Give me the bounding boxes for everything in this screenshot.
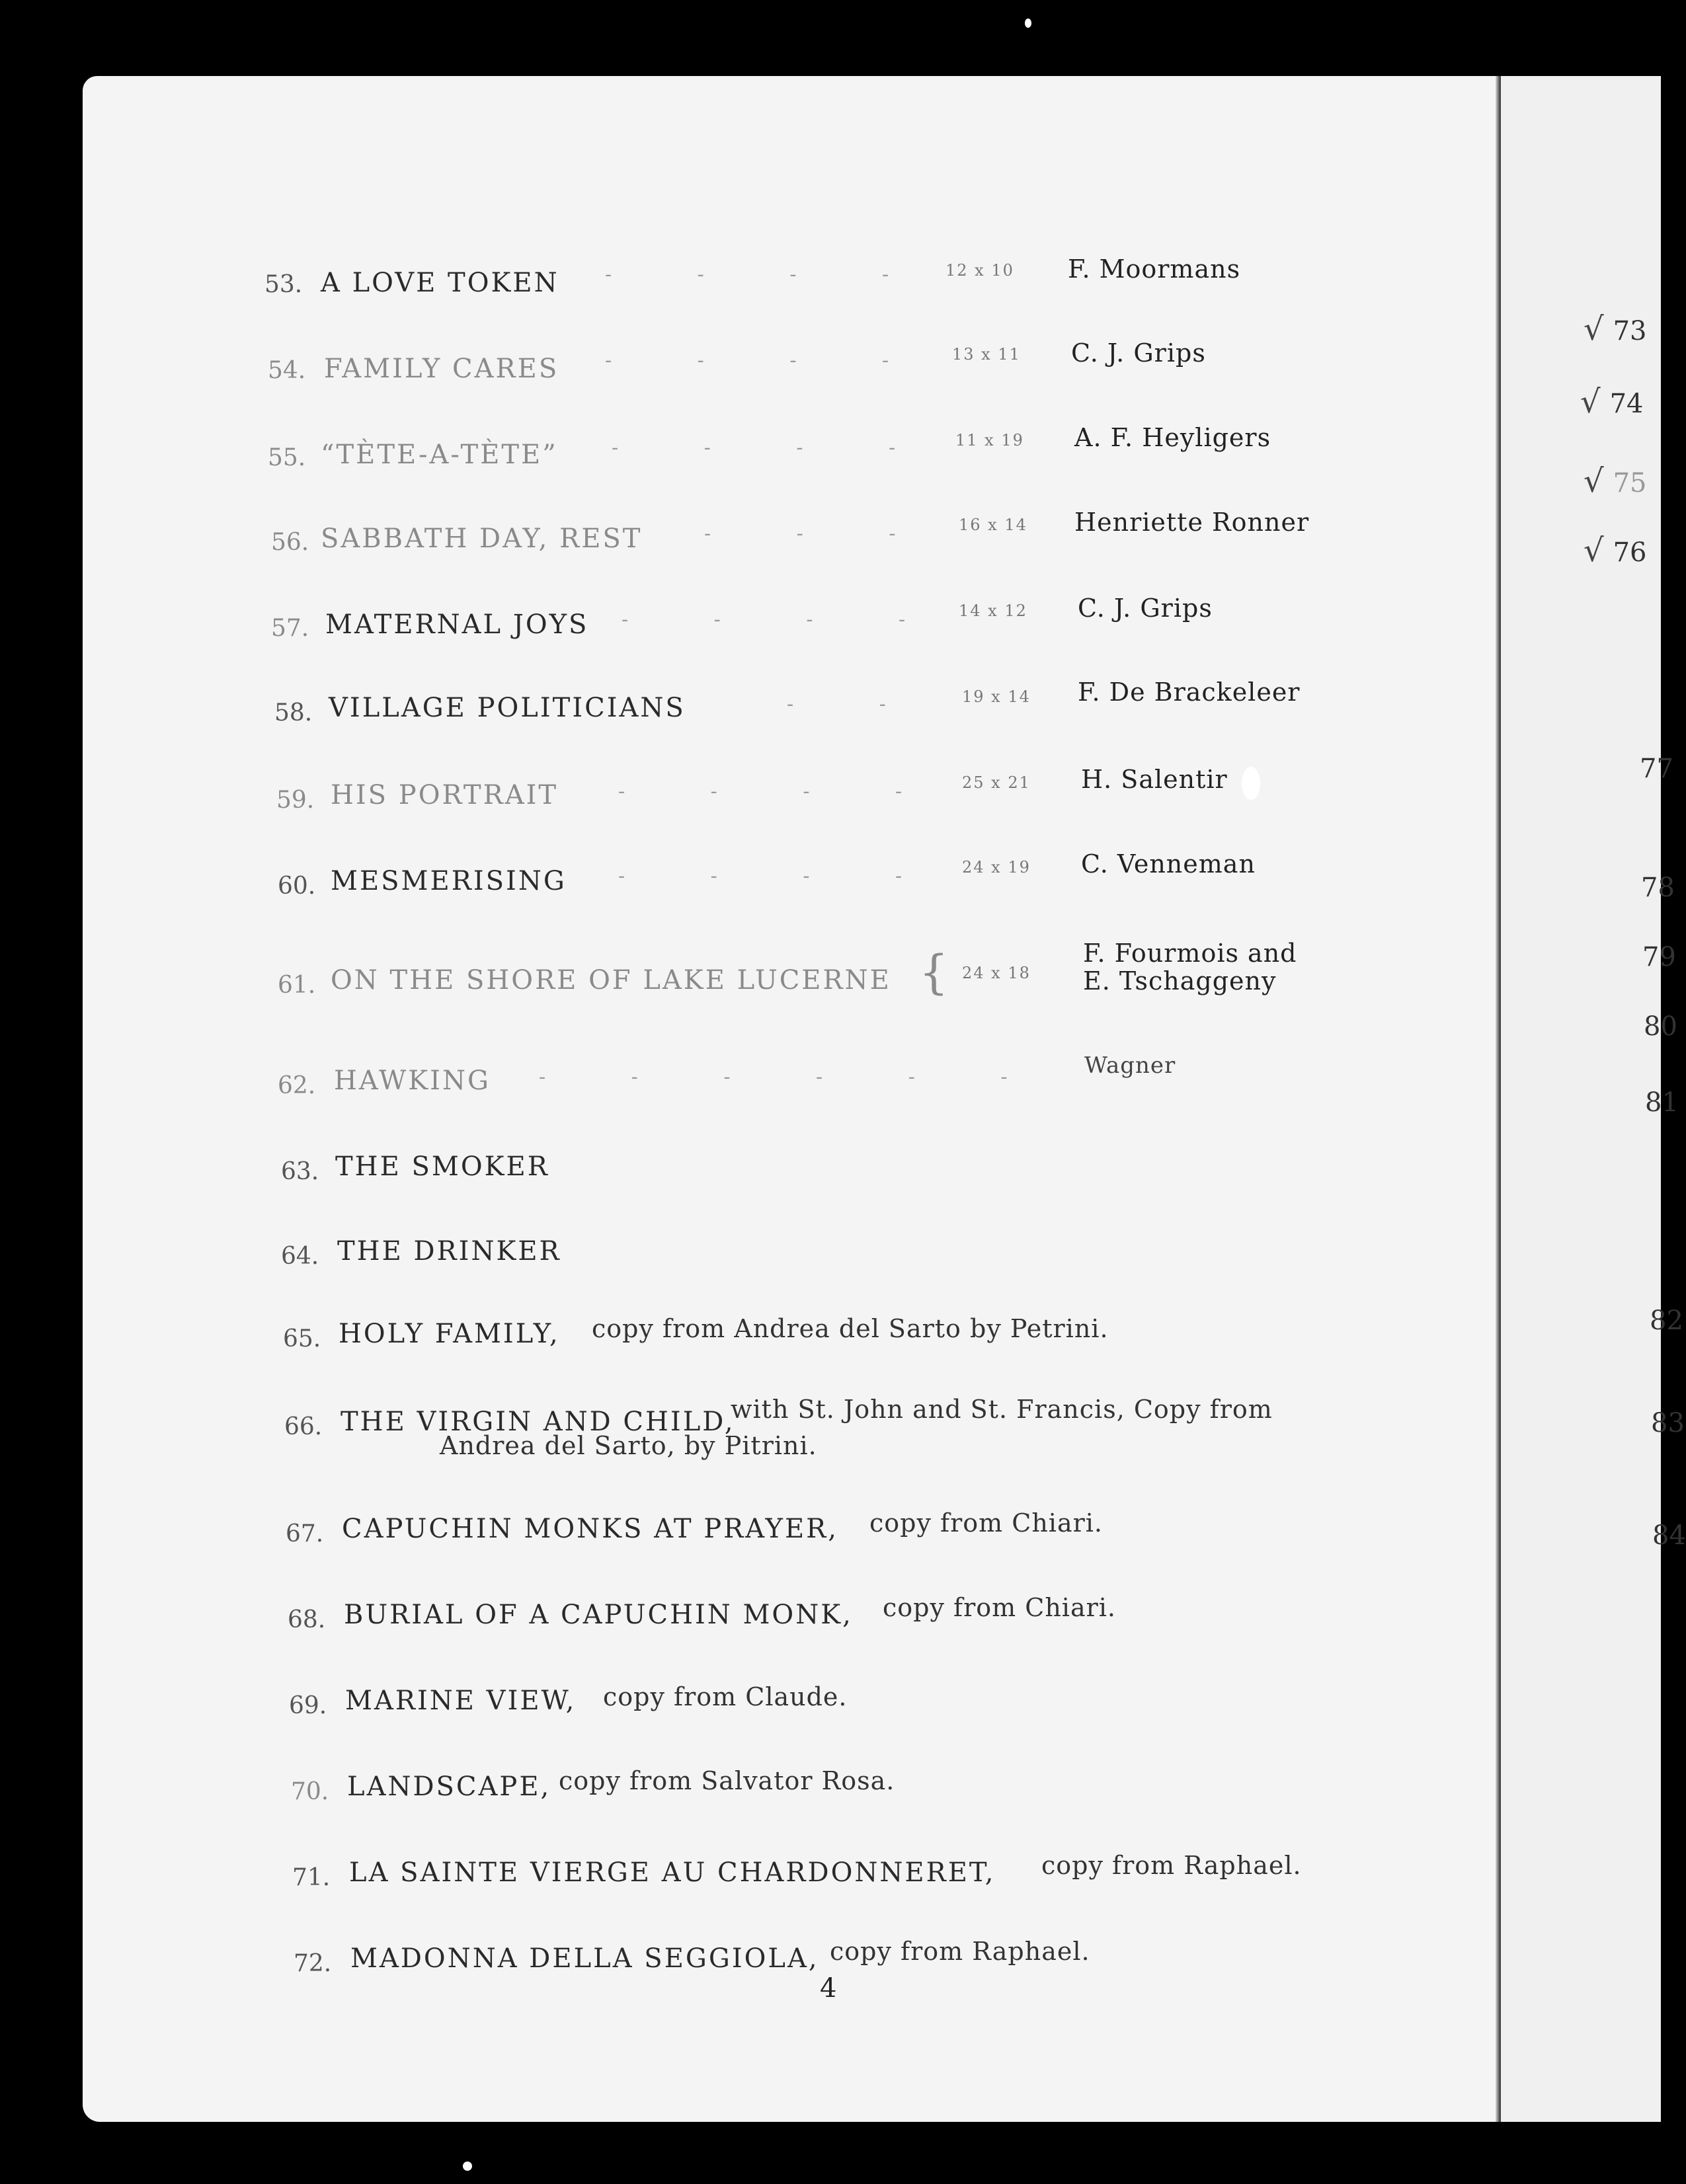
entry-number: 59. <box>276 787 315 814</box>
entry-artist: C. Venneman <box>1081 849 1256 878</box>
entry-copy-note: with St. John and St. Francis, Copy from <box>731 1395 1273 1424</box>
entry-artist: C. J. Grips <box>1078 594 1213 623</box>
entry-copy-note: copy from Chiari. <box>869 1508 1104 1538</box>
leader-dashes: - - - - <box>622 608 945 631</box>
checkmark-icon: √ <box>1580 383 1601 420</box>
entry-title: MARINE VIEW, <box>345 1686 577 1716</box>
entry-title: VILLAGE POLITICIANS <box>329 693 686 723</box>
entry-size: 11 x 19 <box>955 431 1024 449</box>
entry-number: 53. <box>264 271 303 298</box>
right-entry-number: 81 <box>1645 1087 1679 1118</box>
leader-dashes: - - - - <box>605 349 929 372</box>
entry-title: MESMERISING <box>331 866 567 896</box>
right-entry <box>1584 532 1647 569</box>
entry-artist: F. De Brackeleer <box>1078 678 1301 707</box>
entry-title: MADONNA DELLA SEGGIOLA, <box>350 1943 819 1974</box>
entry-size: 12 x 10 <box>945 261 1014 280</box>
entry-size: 16 x 14 <box>959 516 1027 534</box>
entry-copy-note: copy from Salvator Rosa. <box>559 1766 895 1795</box>
entry-title: BURIAL OF A CAPUCHIN MONK, <box>344 1600 853 1630</box>
entry-number: 62. <box>278 1072 316 1099</box>
entry-artist: Wagner <box>1084 1052 1176 1079</box>
entry-artist: C. J. Grips <box>1071 338 1206 368</box>
right-entry-number: 77 <box>1640 754 1673 784</box>
entry-number: 60. <box>278 873 316 900</box>
entry-title: HIS PORTRAIT <box>331 780 559 810</box>
entry-title: THE DRINKER <box>337 1236 561 1267</box>
right-entry-number: 83 <box>1651 1408 1685 1438</box>
entry-title: “TÈTE-A-TÈTE” <box>321 440 558 470</box>
entry-title: HOLY FAMILY, <box>339 1319 560 1349</box>
entry-number: 64. <box>281 1243 319 1270</box>
entry-size: 13 x 11 <box>952 345 1021 364</box>
entry-title: A LOVE TOKEN <box>321 268 559 298</box>
entry-title: MATERNAL JOYS <box>325 609 589 640</box>
entry-title: THE SMOKER <box>335 1151 549 1182</box>
entry-artist: F. Moormans <box>1068 254 1241 284</box>
entry-copy-note-continued: Andrea del Sarto, by Pitrini. <box>440 1431 817 1460</box>
checkmark-icon: √ <box>1584 532 1604 569</box>
entry-title: FAMILY CARES <box>324 354 559 384</box>
entry-title: ON THE SHORE OF LAKE LUCERNE <box>331 965 891 995</box>
entry-title: SABBATH DAY, REST <box>321 524 643 554</box>
entry-brace: { <box>919 945 949 999</box>
entry-copy-note: copy from Raphael. <box>830 1937 1090 1966</box>
entry-artist: H. Salentir <box>1081 765 1228 794</box>
checkmark-icon: √ <box>1584 311 1604 348</box>
entry-number: 67. <box>286 1520 324 1547</box>
entry-title: LA SAINTE VIERGE AU CHARDONNERET, <box>349 1857 996 1888</box>
entry-title: LANDSCAPE, <box>347 1772 551 1802</box>
leader-dashes: - - - - <box>605 263 929 286</box>
leader-dashes: - - <box>787 693 926 716</box>
right-entry-number: 79 <box>1642 942 1676 972</box>
entry-artist: Henriette Ronner <box>1074 508 1310 537</box>
leader-dashes: - - - <box>704 522 936 545</box>
leader-dashes: - - - - <box>618 865 942 888</box>
entry-copy-note: copy from Chiari. <box>883 1593 1117 1622</box>
entry-artist-second: E. Tschaggeny <box>1083 966 1277 995</box>
entry-number: 56. <box>271 529 309 556</box>
scan-speck <box>463 2162 472 2171</box>
right-entry-number: 75 <box>1613 468 1647 498</box>
entry-number: 66. <box>284 1413 323 1440</box>
entry-artist: A. F. Heyligers <box>1074 423 1271 452</box>
right-entry-number: 76 <box>1613 537 1647 568</box>
right-entry <box>1584 311 1647 348</box>
leader-dashes: - - - - <box>618 780 942 803</box>
right-entry-number: 80 <box>1644 1011 1677 1042</box>
right-entry-number: 78 <box>1641 873 1675 903</box>
entry-number: 72. <box>294 1950 332 1977</box>
scan-speck <box>1242 767 1260 800</box>
entry-title: THE VIRGIN AND CHILD, <box>341 1407 735 1437</box>
entry-number: 69. <box>289 1692 327 1719</box>
scan-speck <box>1025 19 1031 28</box>
right-entry-number: 84 <box>1652 1520 1686 1551</box>
right-entry-number: 82 <box>1650 1306 1683 1336</box>
entry-number: 61. <box>278 972 316 999</box>
entry-size: 25 x 21 <box>962 773 1031 792</box>
entry-number: 55. <box>268 444 306 471</box>
entry-size: 14 x 12 <box>959 602 1027 620</box>
right-entry <box>1580 383 1644 420</box>
entry-number: 65. <box>283 1325 321 1352</box>
entry-copy-note: copy from Andrea del Sarto by Petrini. <box>592 1314 1109 1343</box>
leader-dashes: - - - - - - <box>539 1066 1047 1089</box>
checkmark-icon: √ <box>1584 463 1604 500</box>
leader-dashes: - - - - <box>612 436 936 459</box>
entry-number: 54. <box>268 357 306 384</box>
entry-number: 70. <box>291 1778 329 1805</box>
page-number: 4 <box>820 1973 837 2004</box>
entry-artist: F. Fourmois and <box>1083 939 1297 968</box>
right-entry-number: 73 <box>1613 316 1647 346</box>
entry-number: 58. <box>274 699 313 726</box>
right-entry <box>1584 463 1647 500</box>
entry-title: CAPUCHIN MONKS AT PRAYER, <box>342 1514 838 1544</box>
entry-number: 68. <box>288 1606 326 1633</box>
entry-copy-note: copy from Raphael. <box>1041 1851 1302 1880</box>
right-entry-number: 74 <box>1609 389 1644 419</box>
entry-number: 57. <box>271 615 309 642</box>
entry-size: 19 x 14 <box>962 687 1031 706</box>
entry-size: 24 x 18 <box>962 964 1031 982</box>
entry-title: HAWKING <box>334 1066 491 1096</box>
entry-size: 24 x 19 <box>962 858 1031 877</box>
entry-number: 63. <box>281 1158 319 1185</box>
entry-copy-note: copy from Claude. <box>603 1682 848 1711</box>
entry-number: 71. <box>292 1864 331 1891</box>
